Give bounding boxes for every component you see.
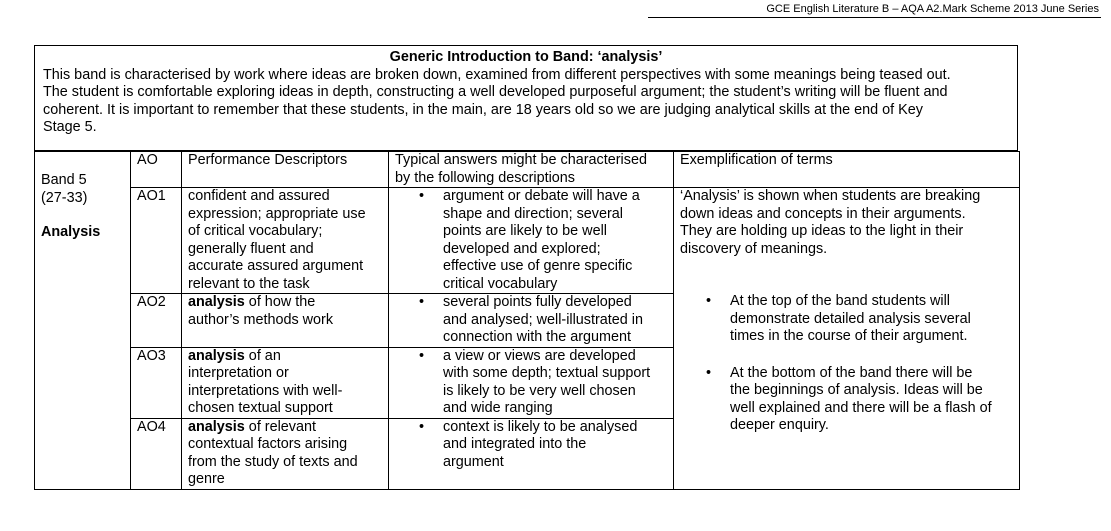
exemplification-bullet-line: times in the course of their argument. (730, 328, 968, 344)
bullet-icon: • (419, 347, 425, 364)
typical-line: critical vocabulary (443, 275, 558, 292)
band-label: Analysis (41, 224, 101, 240)
descriptor-line (188, 419, 382, 437)
intro-title: Generic Introduction to Band: ‘analysis’ (389, 49, 663, 65)
list-item (680, 293, 1013, 346)
descriptor-line: relevant to the task (188, 275, 310, 292)
typical-line: with some depth; textual support (443, 365, 651, 381)
bullet-icon: • (419, 188, 425, 204)
exemplification-line: discovery of meanings. (680, 240, 828, 257)
band-cell (35, 152, 131, 490)
descriptor-line: interpretation or (188, 365, 289, 381)
bullet-icon: • (419, 294, 425, 310)
intro-line: coherent. It is important to remember that these students, in the main, are 18 years old so we are judging analytical skills at the end of Key (43, 101, 923, 118)
exemplification-bullet-line: demonstrate detailed analysis several (730, 310, 971, 327)
descriptor-bold: analysis (188, 294, 245, 310)
typical-line: connection with the argument (443, 329, 631, 345)
descriptor-line: expression; appropriate use (188, 205, 366, 222)
descriptor-bold: analysis (188, 418, 245, 435)
descriptor-text: of an (244, 347, 281, 364)
descriptor-bold: analysis (188, 347, 245, 364)
header-exemplification: Exemplification of terms (674, 152, 1020, 188)
list-item (395, 294, 667, 347)
descriptor-text: of relevant (244, 418, 317, 435)
typical-list (395, 348, 667, 418)
header-typical-line: by the following descriptions (395, 169, 575, 186)
exemplification-bullet-line: deeper enquiry. (730, 417, 829, 433)
exemplification-line: ‘Analysis’ is shown when students are breaking (680, 188, 981, 204)
descriptor-line: of critical vocabulary; (188, 223, 323, 239)
bullet-icon: • (706, 364, 712, 381)
list-item (395, 348, 667, 418)
typical-line: context is likely to be analysed (443, 418, 638, 435)
exemplification-line: They are holding up ideas to the light in their (680, 223, 964, 239)
typical-list (395, 419, 667, 472)
descriptor-line: author’s methods work (188, 311, 334, 328)
band-range: (27-33) (41, 189, 88, 206)
running-header: GCE English Literature B – AQA A2.Mark Scheme 2013 June Series (766, 3, 1099, 15)
intro-line: Stage 5. (43, 119, 97, 135)
typical-cell (389, 347, 674, 418)
descriptor-line: genre (188, 471, 225, 487)
bullet-icon: • (419, 418, 425, 435)
descriptor-cell (182, 347, 389, 418)
exemplification-list (680, 293, 1013, 435)
intro-line: This band is characterised by work where ideas are broken down, examined from different perspectives with some meanings being teased out. (43, 66, 951, 83)
typical-line: a view or views are developed (443, 347, 636, 364)
list-item (395, 419, 667, 472)
typical-line: is likely to be very well chosen (443, 382, 636, 399)
typical-list (395, 188, 667, 293)
header-typical-line: Typical answers might be characterised (395, 152, 647, 168)
exemplification-bullet-line: At the bottom of the band there will be (730, 364, 973, 381)
exemplification-bullet-line: At the top of the band students will (730, 293, 950, 309)
header-typical (389, 152, 674, 188)
descriptor-cell (182, 294, 389, 348)
header-rule (648, 17, 1101, 18)
typical-line: effective use of genre specific (443, 258, 633, 274)
descriptor-cell (182, 188, 389, 294)
typical-line: shape and direction; several (443, 205, 623, 222)
descriptor-line: from the study of texts and (188, 453, 358, 470)
exemplification-line: down ideas and concepts in their arguments. (680, 205, 966, 222)
ao-cell: AO1 (131, 188, 182, 294)
descriptor-line (188, 294, 382, 312)
list-item (680, 365, 1013, 435)
descriptor-line (188, 348, 382, 366)
intro-line: The student is comfortable exploring ideas in depth, constructing a well developed purposeful argument; the student’s writing will be fluent and (43, 84, 948, 100)
exemplification-bullet-line: well explained and there will be a flash of (730, 399, 992, 416)
descriptor-text: of how the (244, 294, 316, 310)
exemplification-cell (674, 188, 1020, 490)
typical-line: several points fully developed (443, 294, 632, 310)
header-row (35, 152, 1020, 188)
typical-cell (389, 294, 674, 348)
ao-cell: AO3 (131, 347, 182, 418)
exemplification-bullet-line: the beginnings of analysis. Ideas will be (730, 382, 983, 398)
typical-line: and wide ranging (443, 400, 553, 416)
typical-line: developed and explored; (443, 240, 601, 257)
ao-cell: AO4 (131, 418, 182, 489)
list-item (395, 188, 667, 293)
descriptor-line: chosen textual support (188, 400, 333, 416)
intro-box (34, 45, 1018, 151)
typical-list (395, 294, 667, 347)
header-ao: AO (131, 152, 182, 188)
typical-line: and integrated into the (443, 436, 587, 452)
band-table (34, 151, 1020, 490)
typical-line: points are likely to be well (443, 223, 607, 239)
typical-line: argument (443, 453, 504, 470)
descriptor-line: confident and assured (188, 188, 330, 204)
bullet-icon: • (706, 293, 712, 309)
table-row (35, 188, 1020, 294)
band-name: Band 5 (41, 172, 87, 188)
descriptor-line: accurate assured argument (188, 258, 364, 274)
descriptor-cell (182, 418, 389, 489)
ao-cell: AO2 (131, 294, 182, 348)
typical-line: argument or debate will have a (443, 188, 640, 204)
typical-cell (389, 188, 674, 294)
typical-cell (389, 418, 674, 489)
header-descriptors: Performance Descriptors (182, 152, 389, 188)
descriptor-line: contextual factors arising (188, 436, 348, 452)
descriptor-line: interpretations with well- (188, 382, 343, 399)
descriptor-line: generally fluent and (188, 240, 314, 257)
typical-line: and analysed; well-illustrated in (443, 311, 643, 328)
